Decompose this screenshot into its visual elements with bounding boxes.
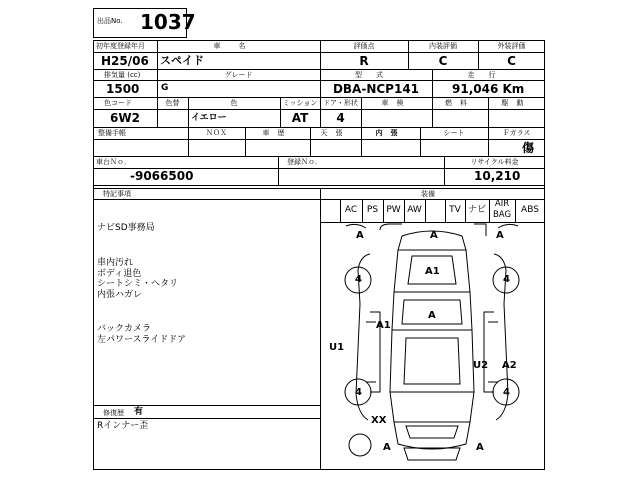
value-car-name: スペイド bbox=[160, 54, 204, 67]
damage-rear-panel: XX bbox=[371, 415, 387, 426]
label-mission: ミッション bbox=[282, 99, 318, 107]
value-recycle: 10,210 bbox=[474, 169, 521, 183]
damage-side-left: U1 bbox=[329, 342, 345, 353]
value-color-code: 6W2 bbox=[110, 111, 140, 125]
spare-tire-circle bbox=[349, 434, 371, 456]
label-mileage: 走行 bbox=[467, 71, 510, 79]
damage-wheel-rr: 4 bbox=[503, 387, 510, 398]
note-line-5: バックカメラ bbox=[97, 324, 152, 334]
label-glass: Ｆガラス bbox=[502, 129, 531, 137]
value-doors: 4 bbox=[336, 111, 345, 125]
damage-wheel-fr: 4 bbox=[503, 274, 510, 285]
label-chassis: 車台Ｎｏ． bbox=[96, 158, 131, 166]
value-model: DBA-NCP141 bbox=[332, 82, 420, 96]
repair-note: Rインナー歪 bbox=[97, 421, 149, 431]
equip-aw: AW bbox=[407, 205, 422, 215]
label-grade: グレード bbox=[224, 71, 253, 79]
label-recycle: リサイクル料金 bbox=[470, 158, 519, 166]
equip-pw: PW bbox=[386, 205, 401, 215]
label-sunroof: 天張 bbox=[320, 129, 351, 137]
damage-front-left: A bbox=[356, 230, 364, 241]
wheel-circles bbox=[345, 267, 519, 456]
damage-fender-left: A1 bbox=[376, 320, 391, 331]
label-seat: シート bbox=[443, 129, 465, 137]
label-color-change: 色替 bbox=[165, 99, 180, 107]
value-color: イエロー bbox=[191, 113, 227, 123]
value-glass: 傷 bbox=[522, 141, 535, 155]
note-line-6: 左パワースライドドア bbox=[97, 335, 187, 345]
label-regno: 登録Ｎｏ． bbox=[287, 158, 322, 166]
label-nox: ＮＯＸ bbox=[206, 129, 227, 137]
damage-rear-right: A bbox=[476, 442, 484, 453]
equip-abs: ABS bbox=[521, 205, 539, 215]
damage-rear-u2: U2 bbox=[473, 360, 489, 371]
label-interior: 内張 bbox=[375, 129, 406, 137]
value-reg-year: H25/06 bbox=[101, 54, 149, 68]
note-line-4: 内張ハガレ bbox=[97, 289, 143, 300]
note-line-1: 車内汚れ bbox=[97, 258, 134, 268]
value-repair: 有 bbox=[134, 407, 144, 417]
label-doors: ドア・形状 bbox=[323, 99, 358, 107]
note-navi: ナビSD事務局 bbox=[97, 223, 155, 233]
damage-wheel-rl: 4 bbox=[355, 387, 362, 398]
damage-front-center: A bbox=[430, 230, 438, 241]
label-repair: 修復歴 bbox=[103, 409, 124, 417]
label-reg-year: 初年度登録年月 bbox=[96, 42, 145, 50]
value-grade: G bbox=[161, 83, 169, 93]
value-score: R bbox=[359, 54, 369, 68]
label-model: 型式 bbox=[355, 71, 397, 79]
label-notes: 特記事項 bbox=[103, 190, 131, 198]
equip-ps: PS bbox=[366, 205, 379, 215]
equip-tv: TV bbox=[449, 205, 461, 215]
damage-bonnet: A1 bbox=[425, 266, 440, 277]
damage-front-right: A bbox=[496, 230, 504, 241]
value-exterior-score: C bbox=[507, 54, 516, 68]
damage-rear-left: A bbox=[383, 442, 391, 453]
label-fuel: 燃料 bbox=[445, 99, 475, 107]
label-score: 評価点 bbox=[353, 42, 375, 50]
lot-label: 出品No. bbox=[97, 17, 123, 25]
label-manual: 整備手帳 bbox=[98, 129, 126, 137]
equip-navi: ナビ bbox=[467, 205, 486, 215]
label-displacement: 排気量 (cc) bbox=[104, 71, 141, 79]
value-interior-score: C bbox=[438, 54, 448, 68]
label-color-code: 色コード bbox=[104, 99, 132, 107]
label-history: 車歴 bbox=[262, 129, 293, 137]
label-color: 色 bbox=[230, 99, 238, 107]
label-car-name: 車名 bbox=[213, 42, 264, 50]
label-interior-score: 内装評価 bbox=[429, 42, 457, 50]
value-mileage: 91,046 Km bbox=[452, 82, 525, 96]
value-displacement: 1500 bbox=[106, 82, 140, 96]
value-mission: AT bbox=[291, 111, 309, 125]
value-chassis: -9066500 bbox=[130, 169, 194, 183]
equip-airbag: AIR BAG bbox=[492, 199, 512, 220]
label-inspection: 車検 bbox=[381, 99, 412, 107]
lot-number: 1037 bbox=[140, 10, 196, 34]
car-damage-diagram bbox=[320, 222, 545, 470]
damage-wheel-fl: 4 bbox=[355, 274, 362, 285]
label-exterior-score: 外装評価 bbox=[497, 42, 526, 50]
note-line-3: シートシミ・ヘタリ bbox=[97, 279, 179, 289]
equip-ac: AC bbox=[344, 205, 358, 215]
label-drive: 駆動 bbox=[501, 99, 532, 107]
damage-roof: A bbox=[428, 310, 436, 321]
note-line-2: ボディ退色 bbox=[97, 268, 142, 279]
label-equipment: 装備 bbox=[421, 190, 435, 198]
damage-rear-a2: A2 bbox=[502, 360, 517, 371]
